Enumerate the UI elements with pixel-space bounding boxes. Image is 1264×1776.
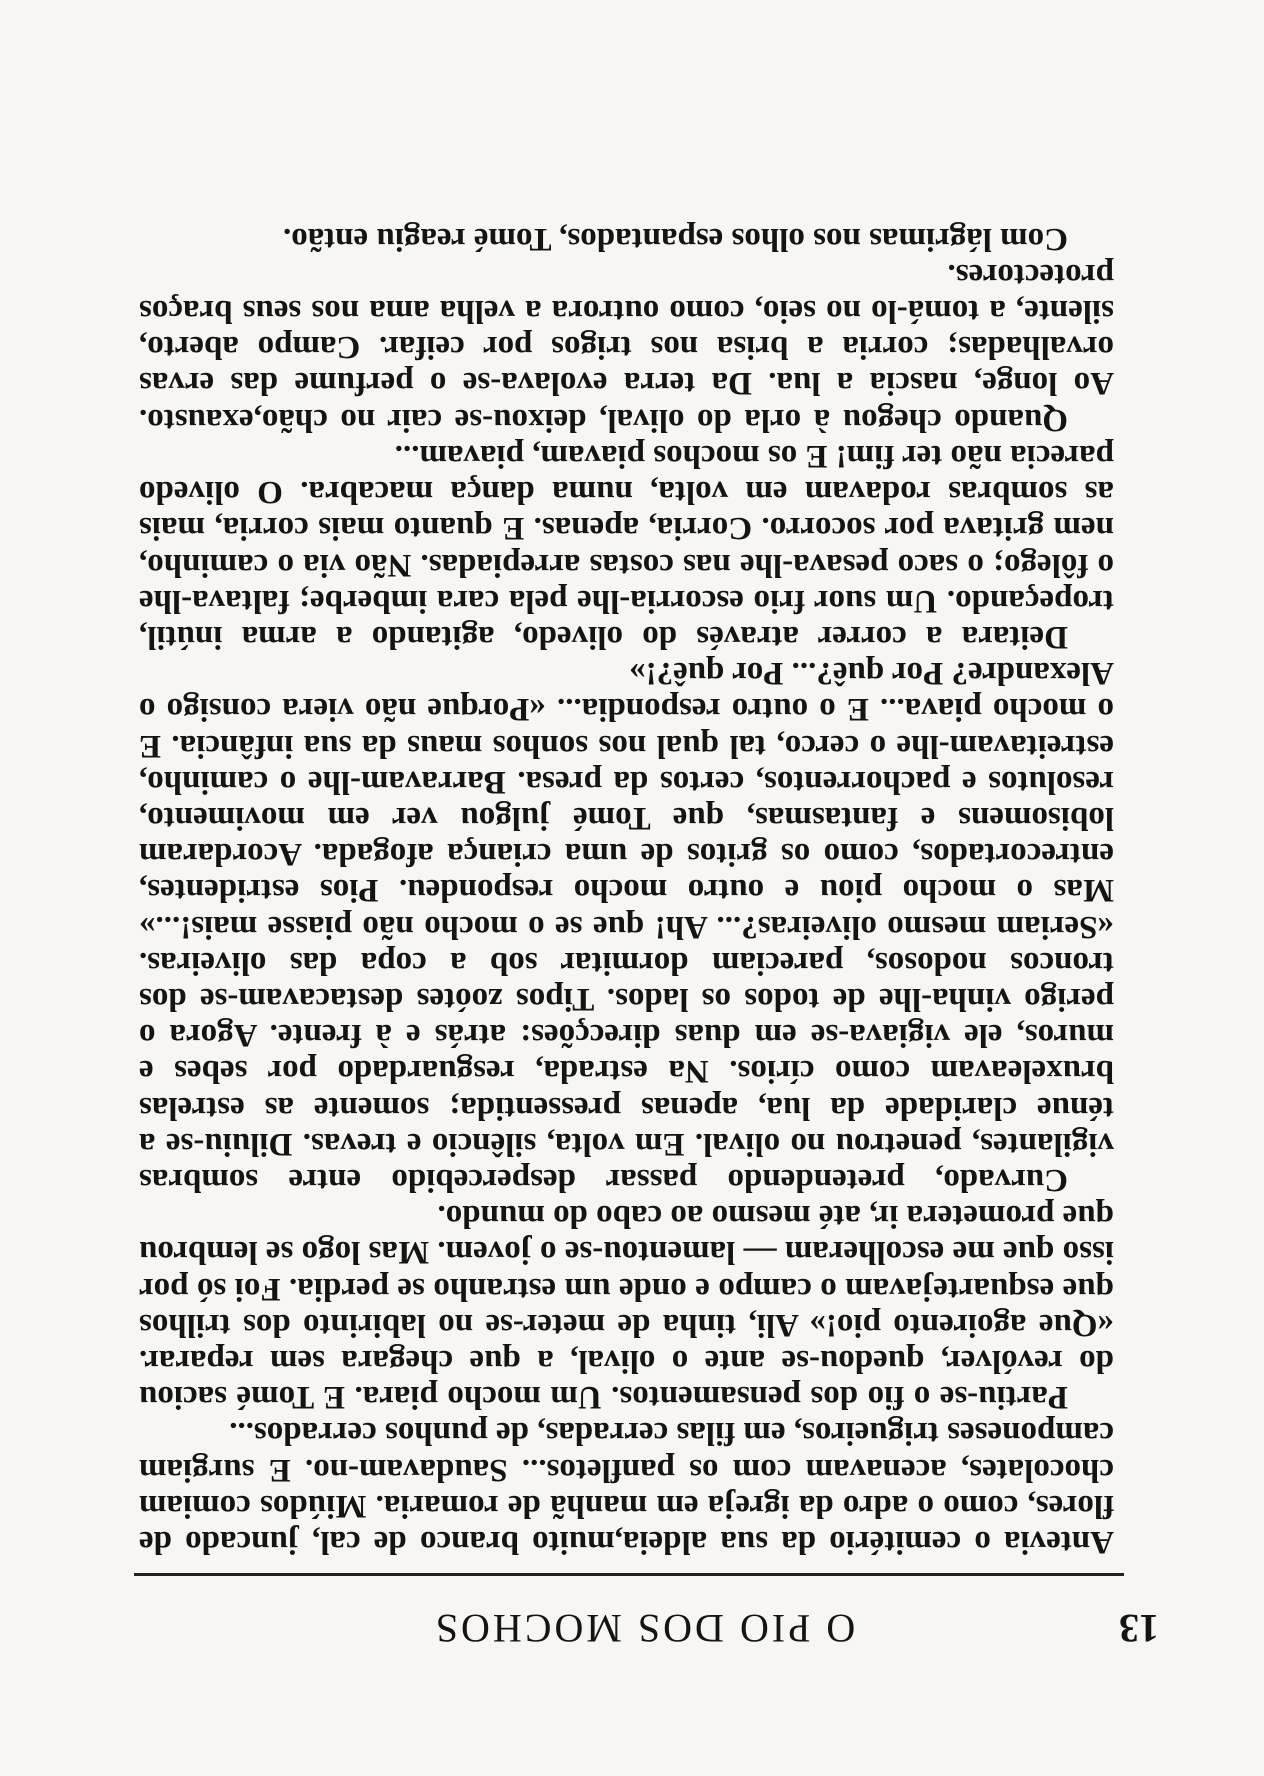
running-title: O PIO DOS MOCHOS <box>432 1606 856 1651</box>
paragraph: Quando chegou à orla do olival, deixou-se cair no chão,exausto. Ao longe, nascia a lua. Da terra evolava-se o perfume das ervas orvalhadas; corria a brisa nos trigos por ceifar. Campo aberto, silente, a tomá-lo no seio, como outrora a velha ama nos seus braços protectores. <box>139 256 1114 438</box>
paragraph: Com lágrimas nos olhos espantados, Tomé reagiu então. <box>282 220 1068 257</box>
body-text <box>139 220 1114 1560</box>
header-rule <box>134 1573 1124 1576</box>
paragraph: Deitara a correr através do olivedo, agitando a arma inútil, tropeçando. Um suor frio escorria-lhe pela cara imberbe; faltava-lhe o fôlego; o saco pesava-lhe nas costas arrepiadas. Não via o caminho, nem gritava por socorro. Corria, apenas. E quanto mais corria, mais as sombras rodavam em volta, numa dança macabra. O olivedo parecia não ter fim! E os mochos piavam, piavam... <box>139 437 1114 655</box>
paragraph: Curvado, pretendendo passar despercebido entre sombras vigilantes, penetrou no olival. Em volta, silêncio e trevas. Diluiu-se a ténue claridade da lua, apenas pressentida; somente as estrelas bruxeleavam como círios. Na estrada, resguardado por sebes e muros, ele vigiava-se em duas direcções: atrás e à frente. Agora o perigo vinha-lhe de todos os lados. Tipos zoótes destacavam-se dos troncos nodosos, pareciam dormitar sob a copa das oliveiras. «Seriam mesmo oliveiras?... Ah! que se o mocho não piasse mais!...» Mas o mocho piou e outro mocho respondeu. Pios estridentes, entrecortados, como os gritos de uma criança afogada. Acordaram lobisomens e fantasmas, que Tomé julgou ver em movimento, resolutos e pachorrentos, certos da presa. Barravam-lhe o caminho, estreitavam-lhe o cerco, tal qual nos sonhos maus da sua infância. E o mocho piava... E o outro respondia... «Porque não viera consigo o Alexandre? Por quê?... Por quê?!» <box>139 655 1114 1198</box>
paragraph: Antevia o cemitério da sua aldeia,muito branco de cal, juncado de flores, como o adro da igreja em manhã de romaria. Miúdos comiam chocolates, acenavam com os panfletos... Saudavam-no. E surgiam camponeses trigueiros, em filas cerradas, de punhos cerrados... <box>139 1415 1114 1560</box>
page-number: 13 <box>1119 1606 1159 1651</box>
running-header <box>129 1598 1159 1658</box>
paragraph: Partiu-se o fio dos pensamentos. Um mocho piara. E Tomé saciou do revólver, quedou-se ante o olival, a que chegara sem reparar. «Que agoirento pio!» Ali, tinha de meter-se no labirinto dos trilhos que esquartejavam o campo e onde um estranho se perdia. Foi só por isso que me escolheram — lamentou-se o jovem. Mas logo se lembrou que prometera ir, até mesmo ao cabo do mundo. <box>139 1198 1114 1416</box>
